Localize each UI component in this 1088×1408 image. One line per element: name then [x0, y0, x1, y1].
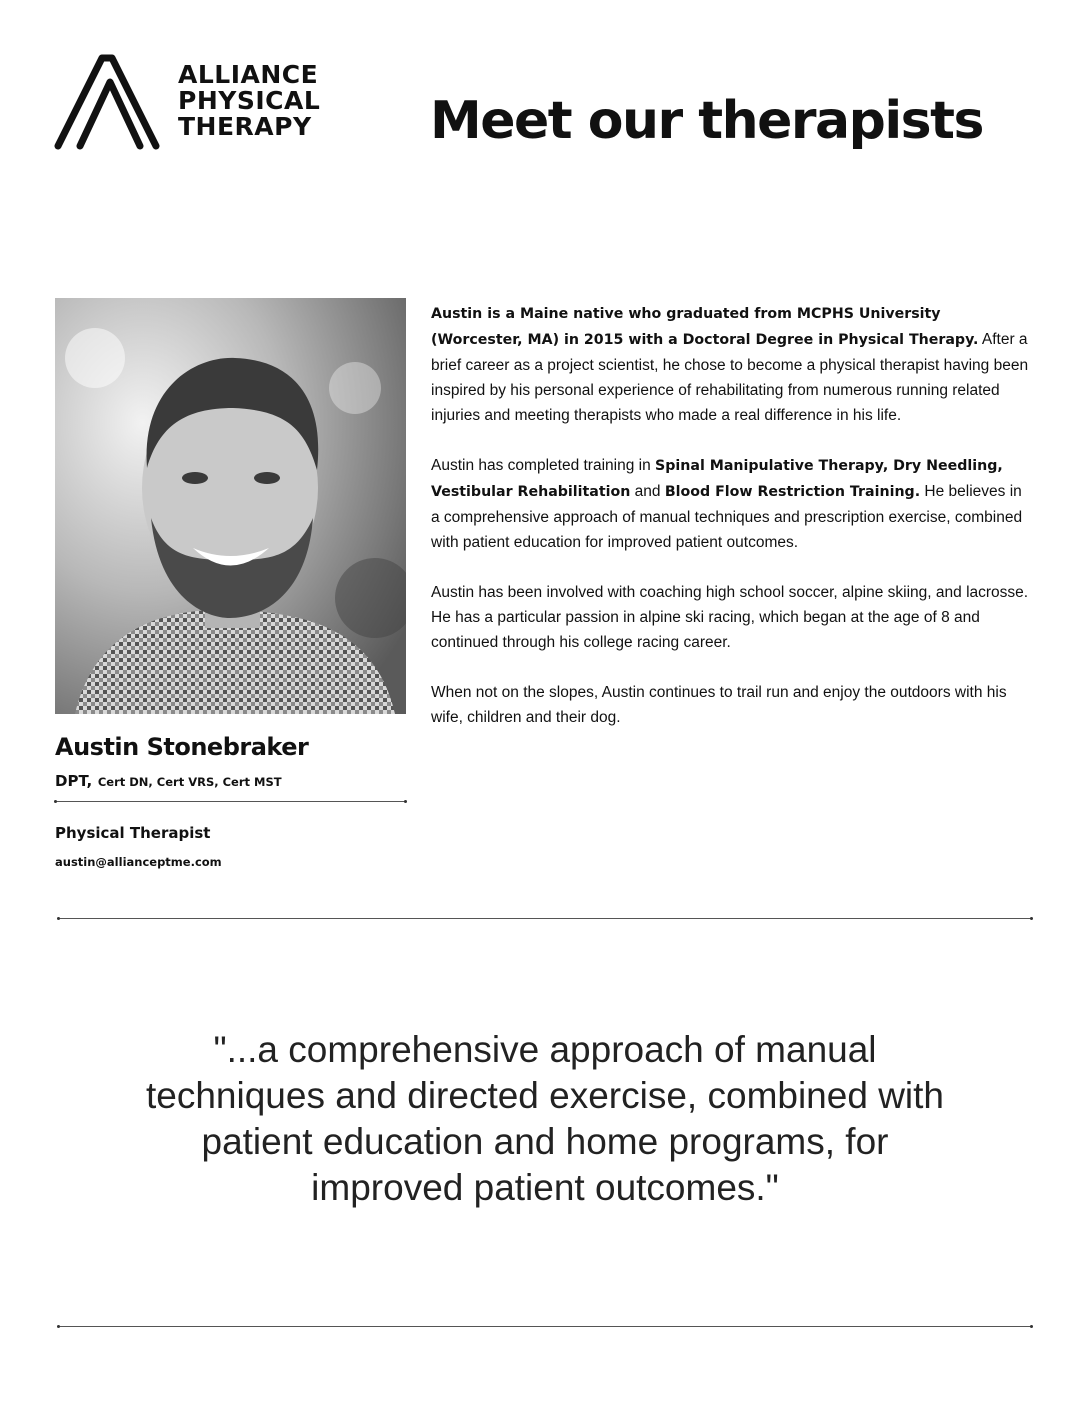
- logo-line-2: PHYSICAL: [178, 86, 321, 115]
- bio-paragraph: [431, 301, 1031, 428]
- email-link[interactable]: austin@allianceptme.com: [55, 855, 222, 869]
- portrait-image-icon: [55, 298, 406, 714]
- logo-wordmark: [178, 62, 320, 140]
- bio-highlight: Austin is a Maine native who graduated from MCPHS University (Worcester, MA) in 2015 with a Doctoral Degree in Physical Therapy.: [431, 306, 979, 348]
- certifications: Cert DN, Cert VRS, Cert MST: [97, 775, 282, 789]
- portrait-photo: [55, 298, 406, 714]
- logo-line-1: ALLIANCE: [178, 60, 319, 89]
- bio-highlight: Blood Flow Restriction Training.: [664, 484, 921, 500]
- bio-text: He believes in a comprehensive approach of manual techniques and prescription exercise, combined with patient education for improved patient outcomes.: [431, 483, 1023, 551]
- therapist-name: Austin Stonebraker: [55, 733, 309, 761]
- degree: DPT,: [55, 772, 93, 790]
- bio: [431, 301, 1031, 755]
- logo-line-3: THERAPY: [178, 112, 312, 141]
- bio-highlight: Spinal Manipulative Therapy, Dry Needling, Vestibular Rehabilitation: [431, 458, 1003, 500]
- bio-text: and: [630, 483, 665, 500]
- bio-paragraph: When not on the slopes, Austin continues to trail run and enjoy the outdoors with his wife, children and their dog.: [431, 684, 1007, 726]
- job-title: Physical Therapist: [55, 824, 211, 842]
- divider: [58, 1326, 1032, 1327]
- pull-quote: "...a comprehensive approach of manual techniques and directed exercise, combined with patient education and home programs, for improved patient outcomes.": [145, 1029, 944, 1208]
- bio-paragraph: [431, 453, 1031, 555]
- bio-text: Austin has completed training in: [431, 457, 656, 474]
- alliance-chevron-logo-icon: [52, 52, 164, 150]
- page-title: Meet our therapists: [430, 91, 983, 151]
- divider: [55, 801, 406, 802]
- bio-text: After a brief career as a project scientist, he chose to become a physical therapist having been inspired by his personal experience of rehabilitating from numerous running related injuries and meeting therapists who made a real difference in his life.: [431, 331, 1029, 424]
- divider: [58, 918, 1032, 919]
- bio-paragraph: Austin has been involved with coaching high school soccer, alpine skiing, and lacrosse. He has a particular passion in alpine ski racing, which began at the age of 8 and continued through his college racing career.: [431, 584, 1029, 651]
- credentials: [55, 771, 282, 790]
